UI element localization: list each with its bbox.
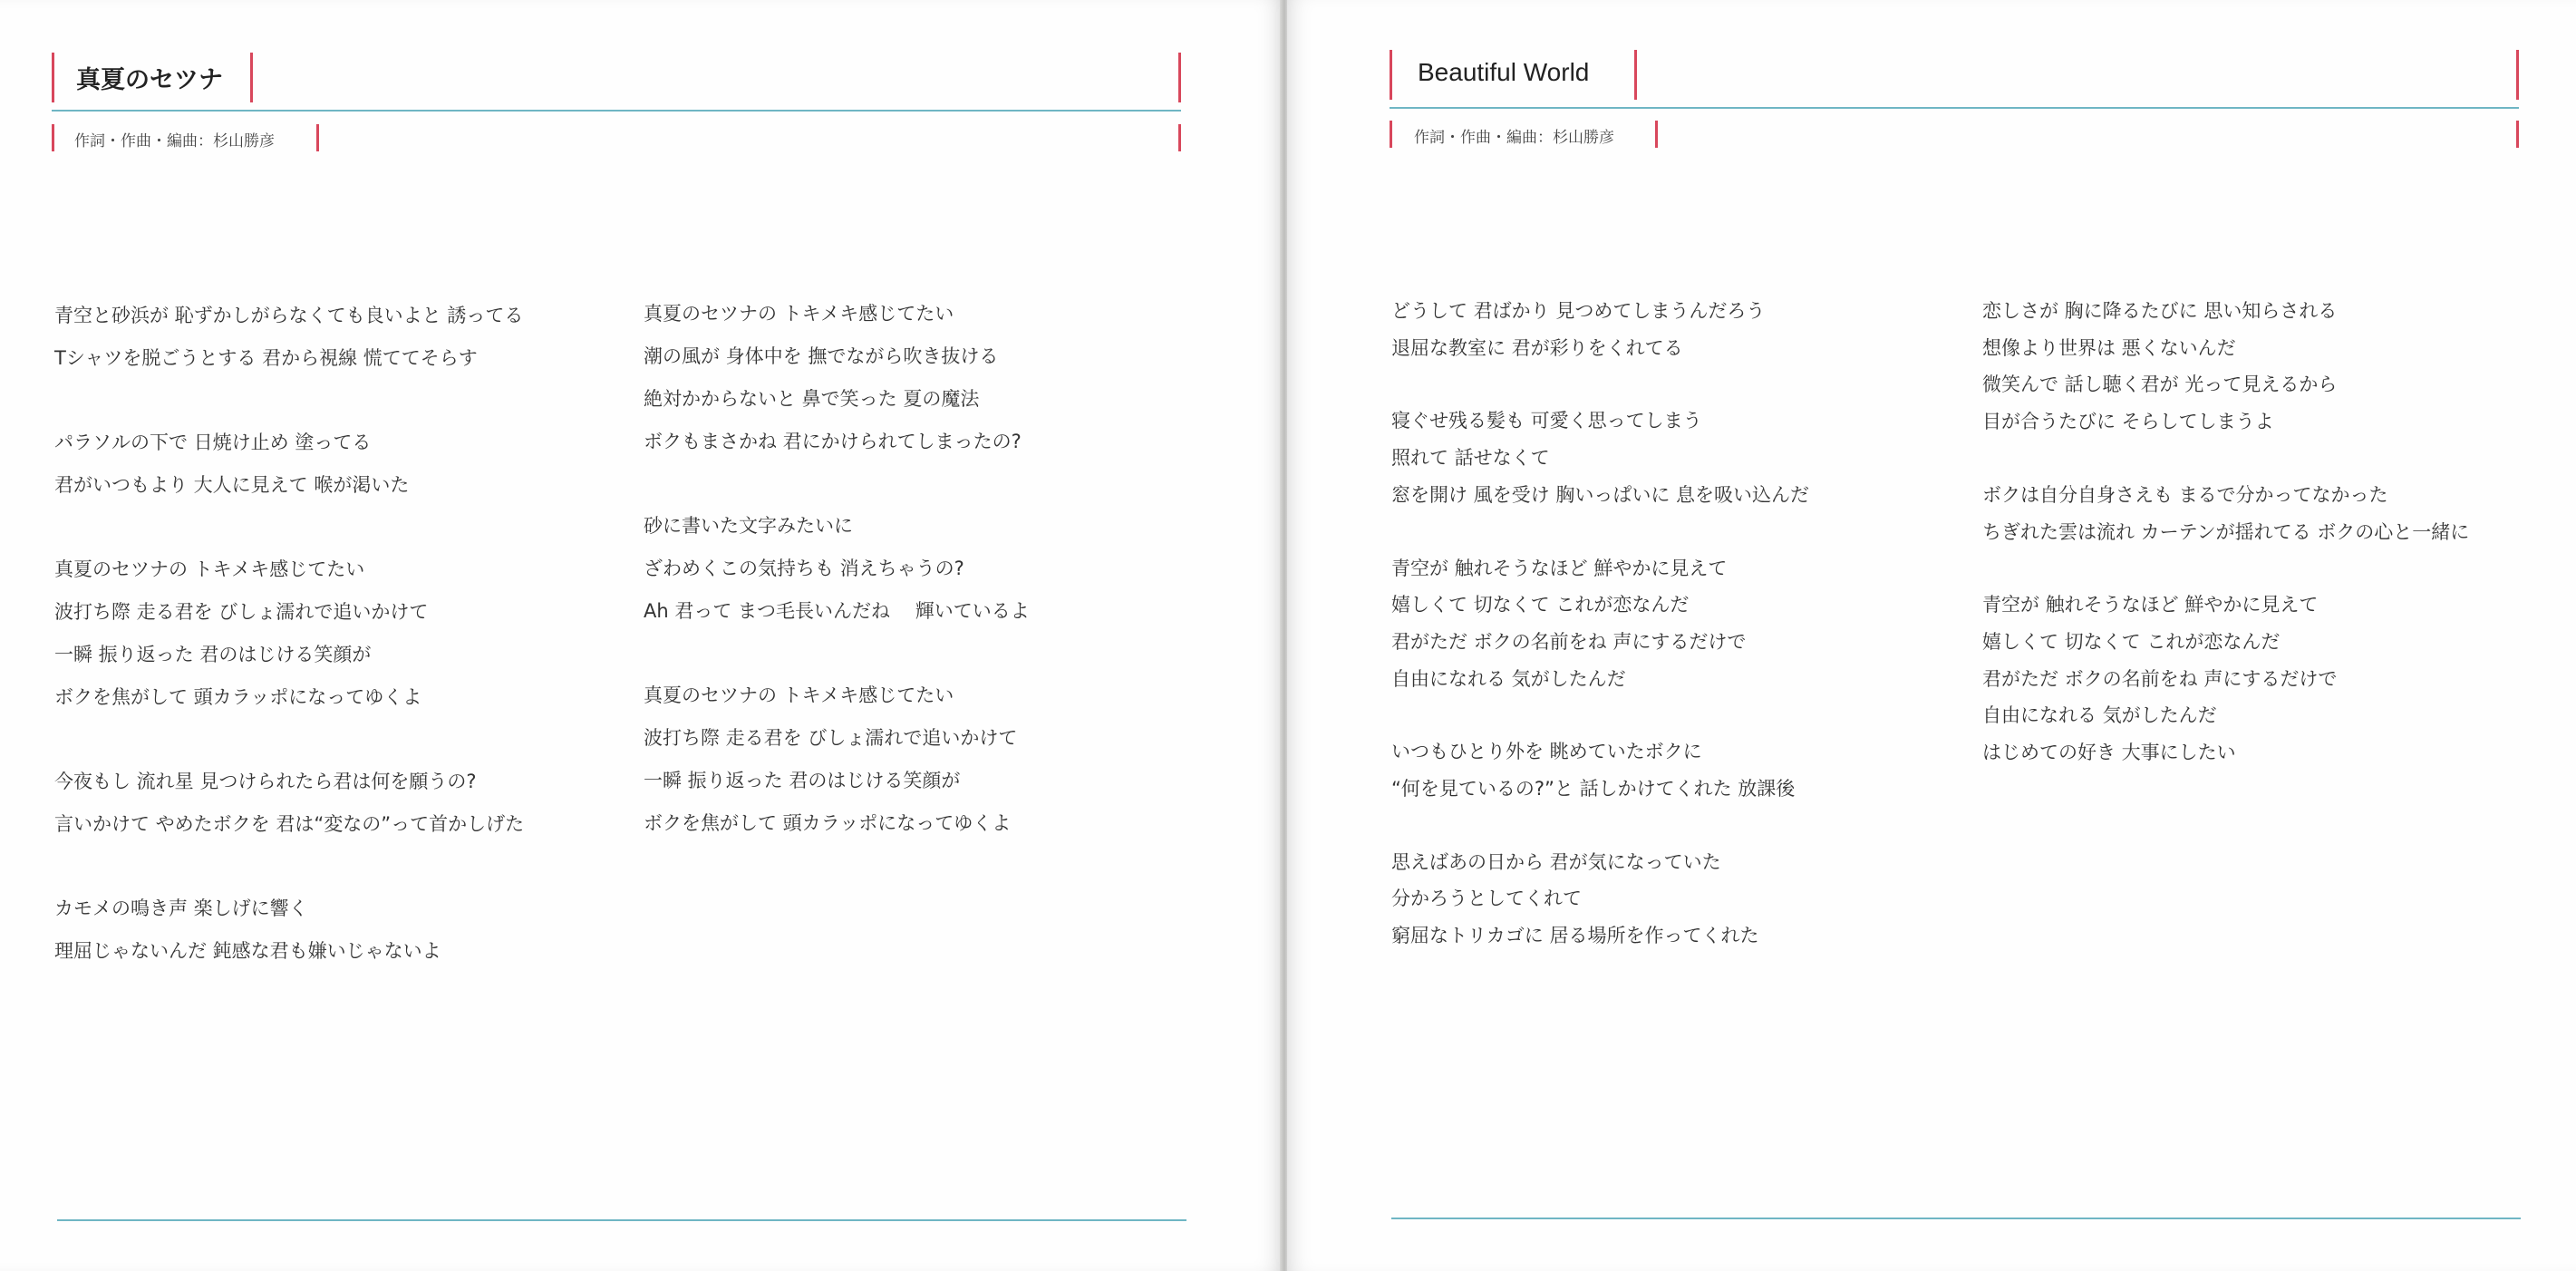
lyrics-column-2: [1982, 293, 2469, 808]
lyric-line: 自由になれる 気がしたんだ: [1391, 667, 1626, 690]
lyric-line: 真夏のセツナの トキメキ感じてたい: [644, 303, 954, 325]
stanza: [1391, 844, 1809, 955]
right-page: [1287, 0, 2576, 1271]
credit-line: 作詞・作曲・編曲：杉山勝彦: [1414, 129, 1614, 147]
title-rule: [52, 110, 1181, 112]
credit-marker-left: [52, 124, 54, 151]
lyric-line: いつもひとり外を 眺めていたボクに: [1391, 741, 1702, 763]
lyric-line: どうして 君ばかり 見つめてしまうんだろう: [1391, 300, 1766, 322]
lyric-line: 分かろうとしてくれて: [1391, 888, 1582, 910]
lyric-line: 寝ぐせ残る髪も 可愛く思ってしまう: [1391, 410, 1702, 432]
lyric-line: “何を見ているの?”と 話しかけてくれた 放課後: [1391, 778, 1796, 800]
stanza: [644, 674, 1030, 845]
lyric-line: 今夜もし 流れ星 見つけられたら君は何を願うの?: [54, 771, 477, 792]
stanza: [644, 293, 1030, 463]
song-title: Beautiful World: [1418, 58, 1590, 86]
lyric-line: Tシャツを脱ごうとする 君から視線 慌ててそらす: [54, 347, 478, 369]
credit-marker-left: [1390, 121, 1392, 148]
song-title: 真夏のセツナ: [76, 66, 223, 94]
title-marker-left: [52, 53, 54, 102]
stanza: [1391, 403, 1809, 513]
lyric-line: 青空が 触れそうなほど 鮮やかに見えて: [1391, 557, 1728, 579]
stanza: [54, 761, 524, 846]
lyric-line: ボクを焦がして 頭カラッポになってゆくよ: [54, 686, 422, 708]
lyric-line: 嬉しくて 切なくて これが恋なんだ: [1982, 630, 2281, 653]
left-page: [0, 0, 1283, 1271]
lyric-line: 窮屈なトリカゴに 居る場所を作ってくれた: [1391, 925, 1759, 947]
lyric-line: パラソルの下で 日焼け止め 塗ってる: [54, 432, 372, 453]
lyric-line: 目が合うたびに そらしてしまうよ: [1982, 411, 2274, 433]
stanza: [54, 888, 524, 973]
lyrics-column-1: [54, 295, 524, 1014]
stanza: [54, 548, 524, 719]
lyric-line: ちぎれた雲は流れ カーテンが揺れてる ボクの心と一緒に: [1982, 520, 2470, 543]
lyrics-column-2: [644, 293, 1030, 887]
lyric-line: ボクを焦がして 頭カラッポになってゆくよ: [644, 812, 1012, 834]
lyric-line: 砂に書いた文字みたいに: [644, 515, 853, 537]
lyric-line: 嬉しくて 切なくて これが恋なんだ: [1391, 594, 1690, 616]
lyric-line: 潮の風が 身体中を 撫でながら吹き抜ける: [644, 345, 999, 367]
lyric-line: 思えばあの日から 君が気になっていた: [1391, 850, 1721, 873]
lyric-line: 恋しさが 胸に降るたびに 思い知らされる: [1982, 300, 2338, 322]
page-edge-marker: [1178, 53, 1181, 102]
stanza: [644, 505, 1030, 633]
stanza: [1982, 587, 2469, 771]
stanza: [54, 422, 524, 507]
lyric-line: ざわめくこの気持ちも 消えちゃうの?: [644, 558, 964, 579]
lyric-line: 青空が 触れそうなほど 鮮やかに見えて: [1982, 594, 2319, 616]
lyric-line: 窓を開け 風を受け 胸いっぱいに 息を吸い込んだ: [1391, 483, 1810, 506]
lyric-line: カモメの鳴き声 楽しげに響く: [54, 897, 308, 919]
lyric-line: 一瞬 振り返った 君のはじける笑顔が: [644, 770, 961, 791]
lyrics-column-1: [1391, 293, 1809, 991]
lyric-line: 君がいつもより 大人に見えて 喉が渇いた: [54, 474, 410, 496]
stanza: [1391, 550, 1809, 698]
credit-edge-marker: [1178, 124, 1181, 151]
credit-marker-right: [1655, 121, 1658, 148]
lyric-line: 自由になれる 気がしたんだ: [1982, 704, 2217, 727]
stanza: [1982, 293, 2469, 441]
lyric-line: ボクは自分自身さえも まるで分かってなかった: [1982, 483, 2388, 506]
footer-rule: [1391, 1218, 2521, 1219]
lyric-line: 退屈な教室に 君が彩りをくれてる: [1391, 336, 1683, 359]
lyric-line: 波打ち際 走る君を びしょ濡れで追いかけて: [644, 727, 1018, 749]
title-rule: [1390, 107, 2519, 109]
lyric-line: 青空と砂浜が 恥ずかしがらなくても良いよと 誘ってる: [54, 305, 524, 326]
credit-edge-marker: [2516, 121, 2519, 148]
lyric-line: はじめての好き 大事にしたい: [1982, 742, 2236, 764]
lyric-line: 波打ち際 走る君を びしょ濡れで追いかけて: [54, 601, 429, 623]
title-marker-left: [1390, 50, 1392, 100]
title-marker-right: [1634, 50, 1637, 100]
lyric-line: 言いかけて やめたボクを 君は“変なの”って首かしげた: [54, 813, 525, 835]
page-edge-marker: [2516, 50, 2519, 100]
lyric-line: ボクもまさかね 君にかけられてしまったの?: [644, 431, 1022, 452]
lyric-line: Ah 君って まつ毛長いんだね 輝いているよ: [644, 600, 1030, 622]
lyric-line: 一瞬 振り返った 君のはじける笑顔が: [54, 644, 372, 665]
footer-rule: [57, 1219, 1186, 1221]
credit-marker-right: [316, 124, 319, 151]
lyric-line: 微笑んで 話し聴く君が 光って見えるから: [1982, 374, 2338, 396]
stanza: [1391, 293, 1809, 366]
title-marker-right: [250, 53, 253, 102]
credit-line: 作詞・作曲・編曲：杉山勝彦: [74, 132, 275, 150]
stanza: [1391, 733, 1809, 807]
lyric-line: 絶対かからないと 鼻で笑った 夏の魔法: [644, 388, 980, 410]
lyric-line: 君がただ ボクの名前をね 声にするだけで: [1982, 667, 2338, 690]
stanza: [54, 295, 524, 380]
lyric-line: 君がただ ボクの名前をね 声にするだけで: [1391, 630, 1747, 653]
lyric-line: 照れて 話せなくて: [1391, 447, 1550, 470]
lyric-line: 理屈じゃないんだ 鈍感な君も嫌いじゃないよ: [54, 940, 441, 962]
lyric-line: 想像より世界は 悪くないんだ: [1982, 336, 2236, 359]
stanza: [1982, 477, 2469, 550]
lyric-line: 真夏のセツナの トキメキ感じてたい: [644, 684, 954, 706]
lyric-line: 真夏のセツナの トキメキ感じてたい: [54, 558, 365, 580]
